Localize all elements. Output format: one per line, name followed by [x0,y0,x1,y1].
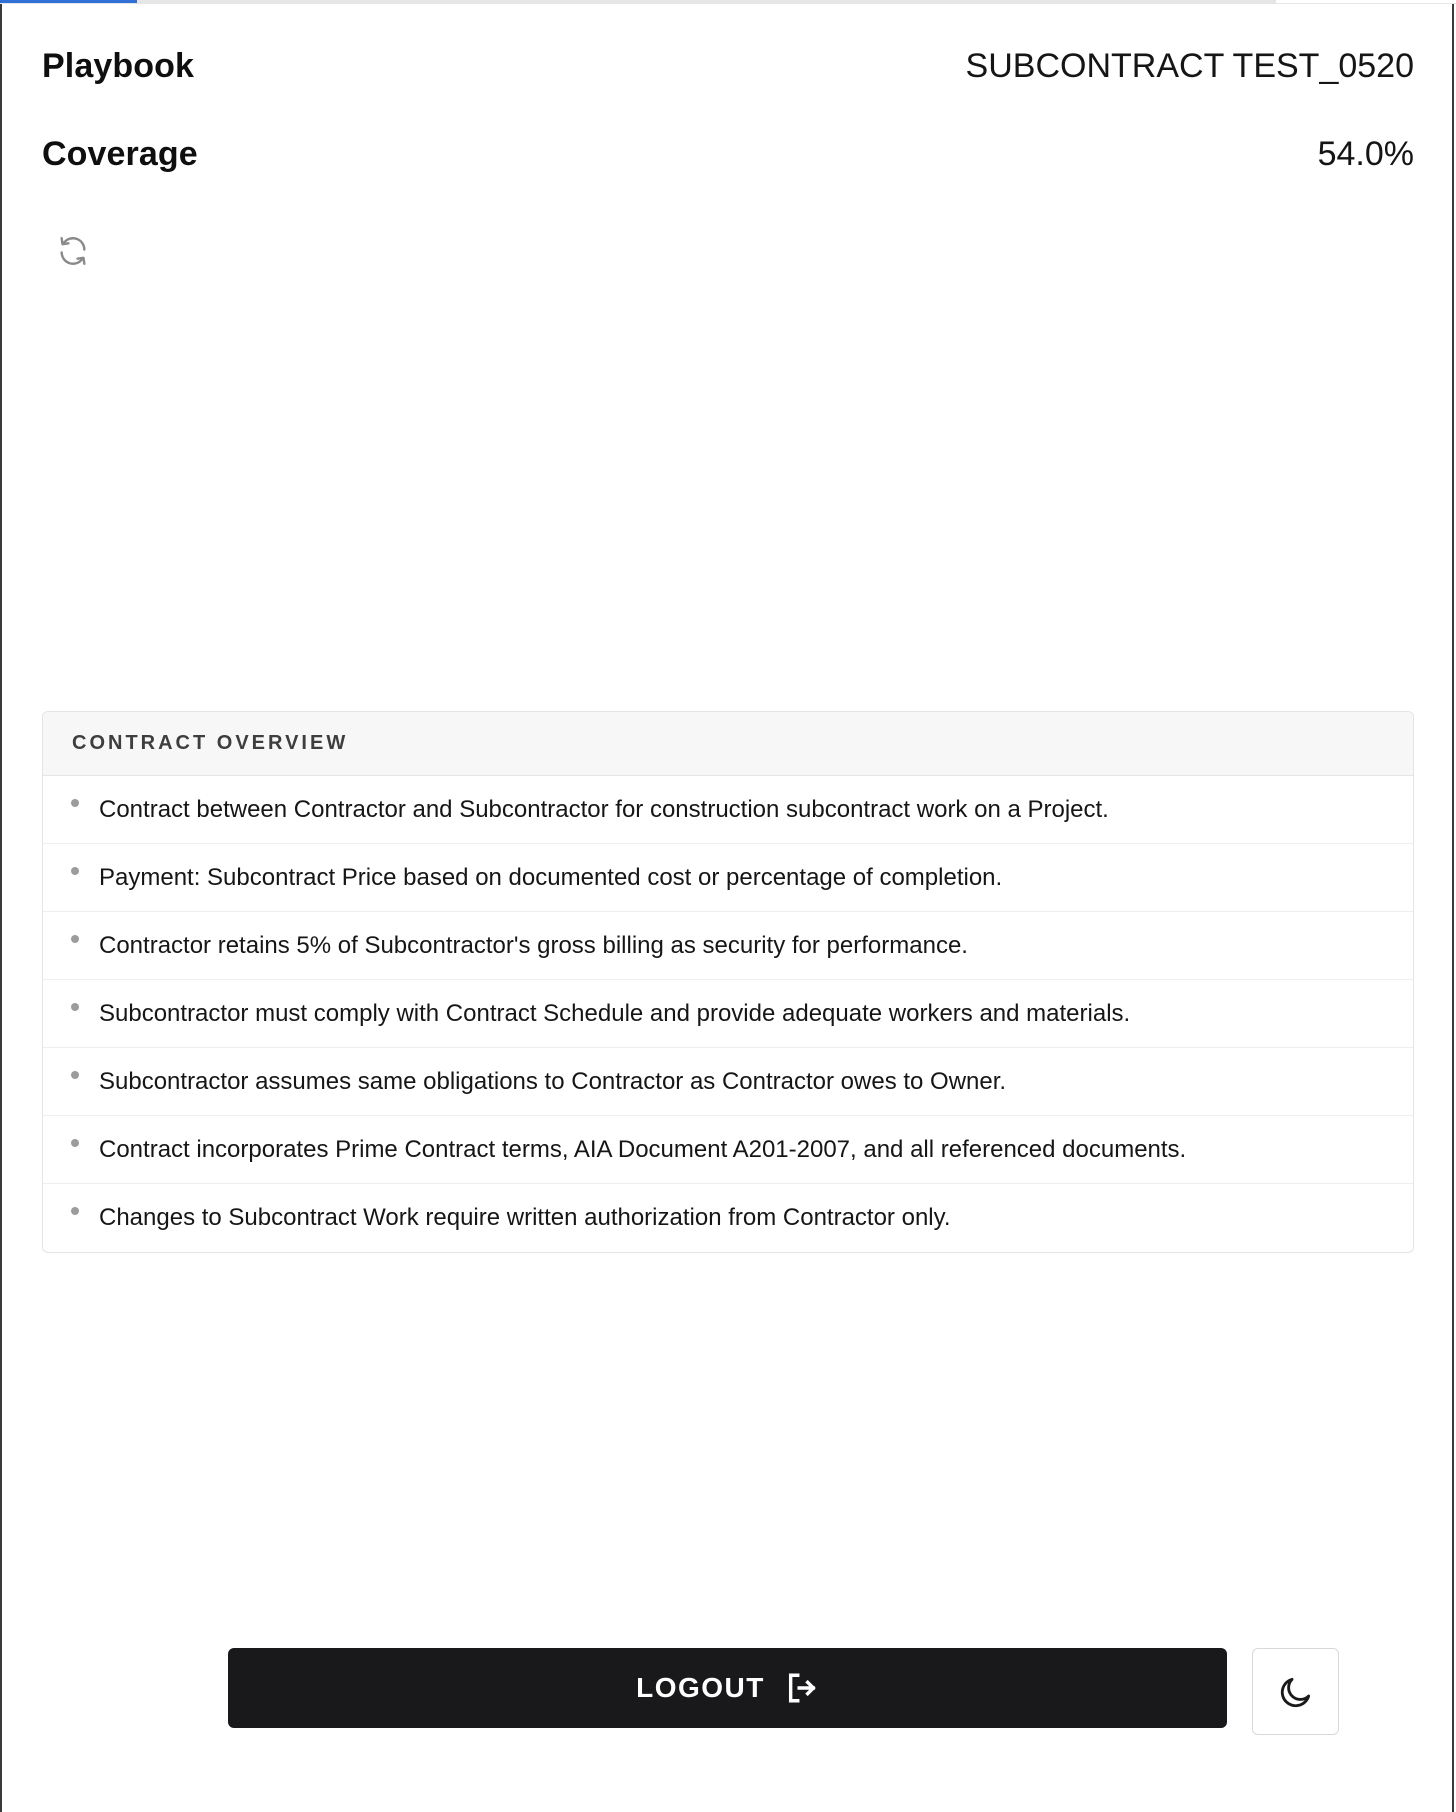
list-item-text: Changes to Subcontract Work require written authorization from Contractor only. [99,1204,951,1231]
refresh-icon [56,234,90,268]
theme-toggle-button[interactable] [1252,1648,1339,1735]
list-item [43,1116,1413,1184]
logout-label: LOGOUT [636,1672,765,1703]
coverage-label: Coverage [42,134,198,173]
contract-overview-title: CONTRACT OVERVIEW [72,732,349,754]
bullet-dot [71,1139,79,1147]
refresh-button[interactable] [50,228,96,274]
coverage-value: 54.0% [1317,134,1414,173]
moon-icon [1277,1673,1315,1711]
list-item [43,912,1413,980]
bullet-dot [71,1003,79,1011]
playbook-label: Playbook [42,46,194,85]
list-item [43,1184,1413,1252]
loading-bar-gap [1276,0,1456,3]
bullet-dot [71,867,79,875]
list-item [43,776,1413,844]
list-item-text: Subcontractor assumes same obligations to Contractor as Contractor owes to Owner. [99,1067,1007,1095]
bullet-dot [71,1207,79,1215]
list-item [43,844,1413,912]
list-item [43,980,1413,1048]
contract-overview-panel [42,711,1414,1253]
loading-bar-track [0,0,1456,4]
bullet-dot [71,935,79,943]
logout-icon [785,1671,819,1705]
coverage-row [42,132,1414,176]
bullet-dot [71,799,79,807]
contract-overview-list [43,776,1413,1252]
playbook-row [42,44,1414,88]
list-item-text: Contractor retains 5% of Subcontractor's gross billing as security for performance. [99,931,968,959]
list-item-text: Subcontractor must comply with Contract Schedule and provide adequate workers and materials. [99,999,1131,1027]
contract-overview-header [43,712,1413,776]
list-item [43,1048,1413,1116]
list-item-text: Payment: Subcontract Price based on documented cost or percentage of completion. [99,863,1003,891]
loading-bar-progress [0,0,137,3]
bullet-dot [71,1071,79,1079]
playbook-value: SUBCONTRACT TEST_0520 [965,46,1414,85]
logout-button[interactable] [228,1648,1227,1728]
list-item-text: Contract incorporates Prime Contract terms, AIA Document A201-2007, and all referenced documents. [99,1135,1187,1163]
list-item-text: Contract between Contractor and Subcontractor for construction subcontract work on a Project. [99,795,1109,823]
